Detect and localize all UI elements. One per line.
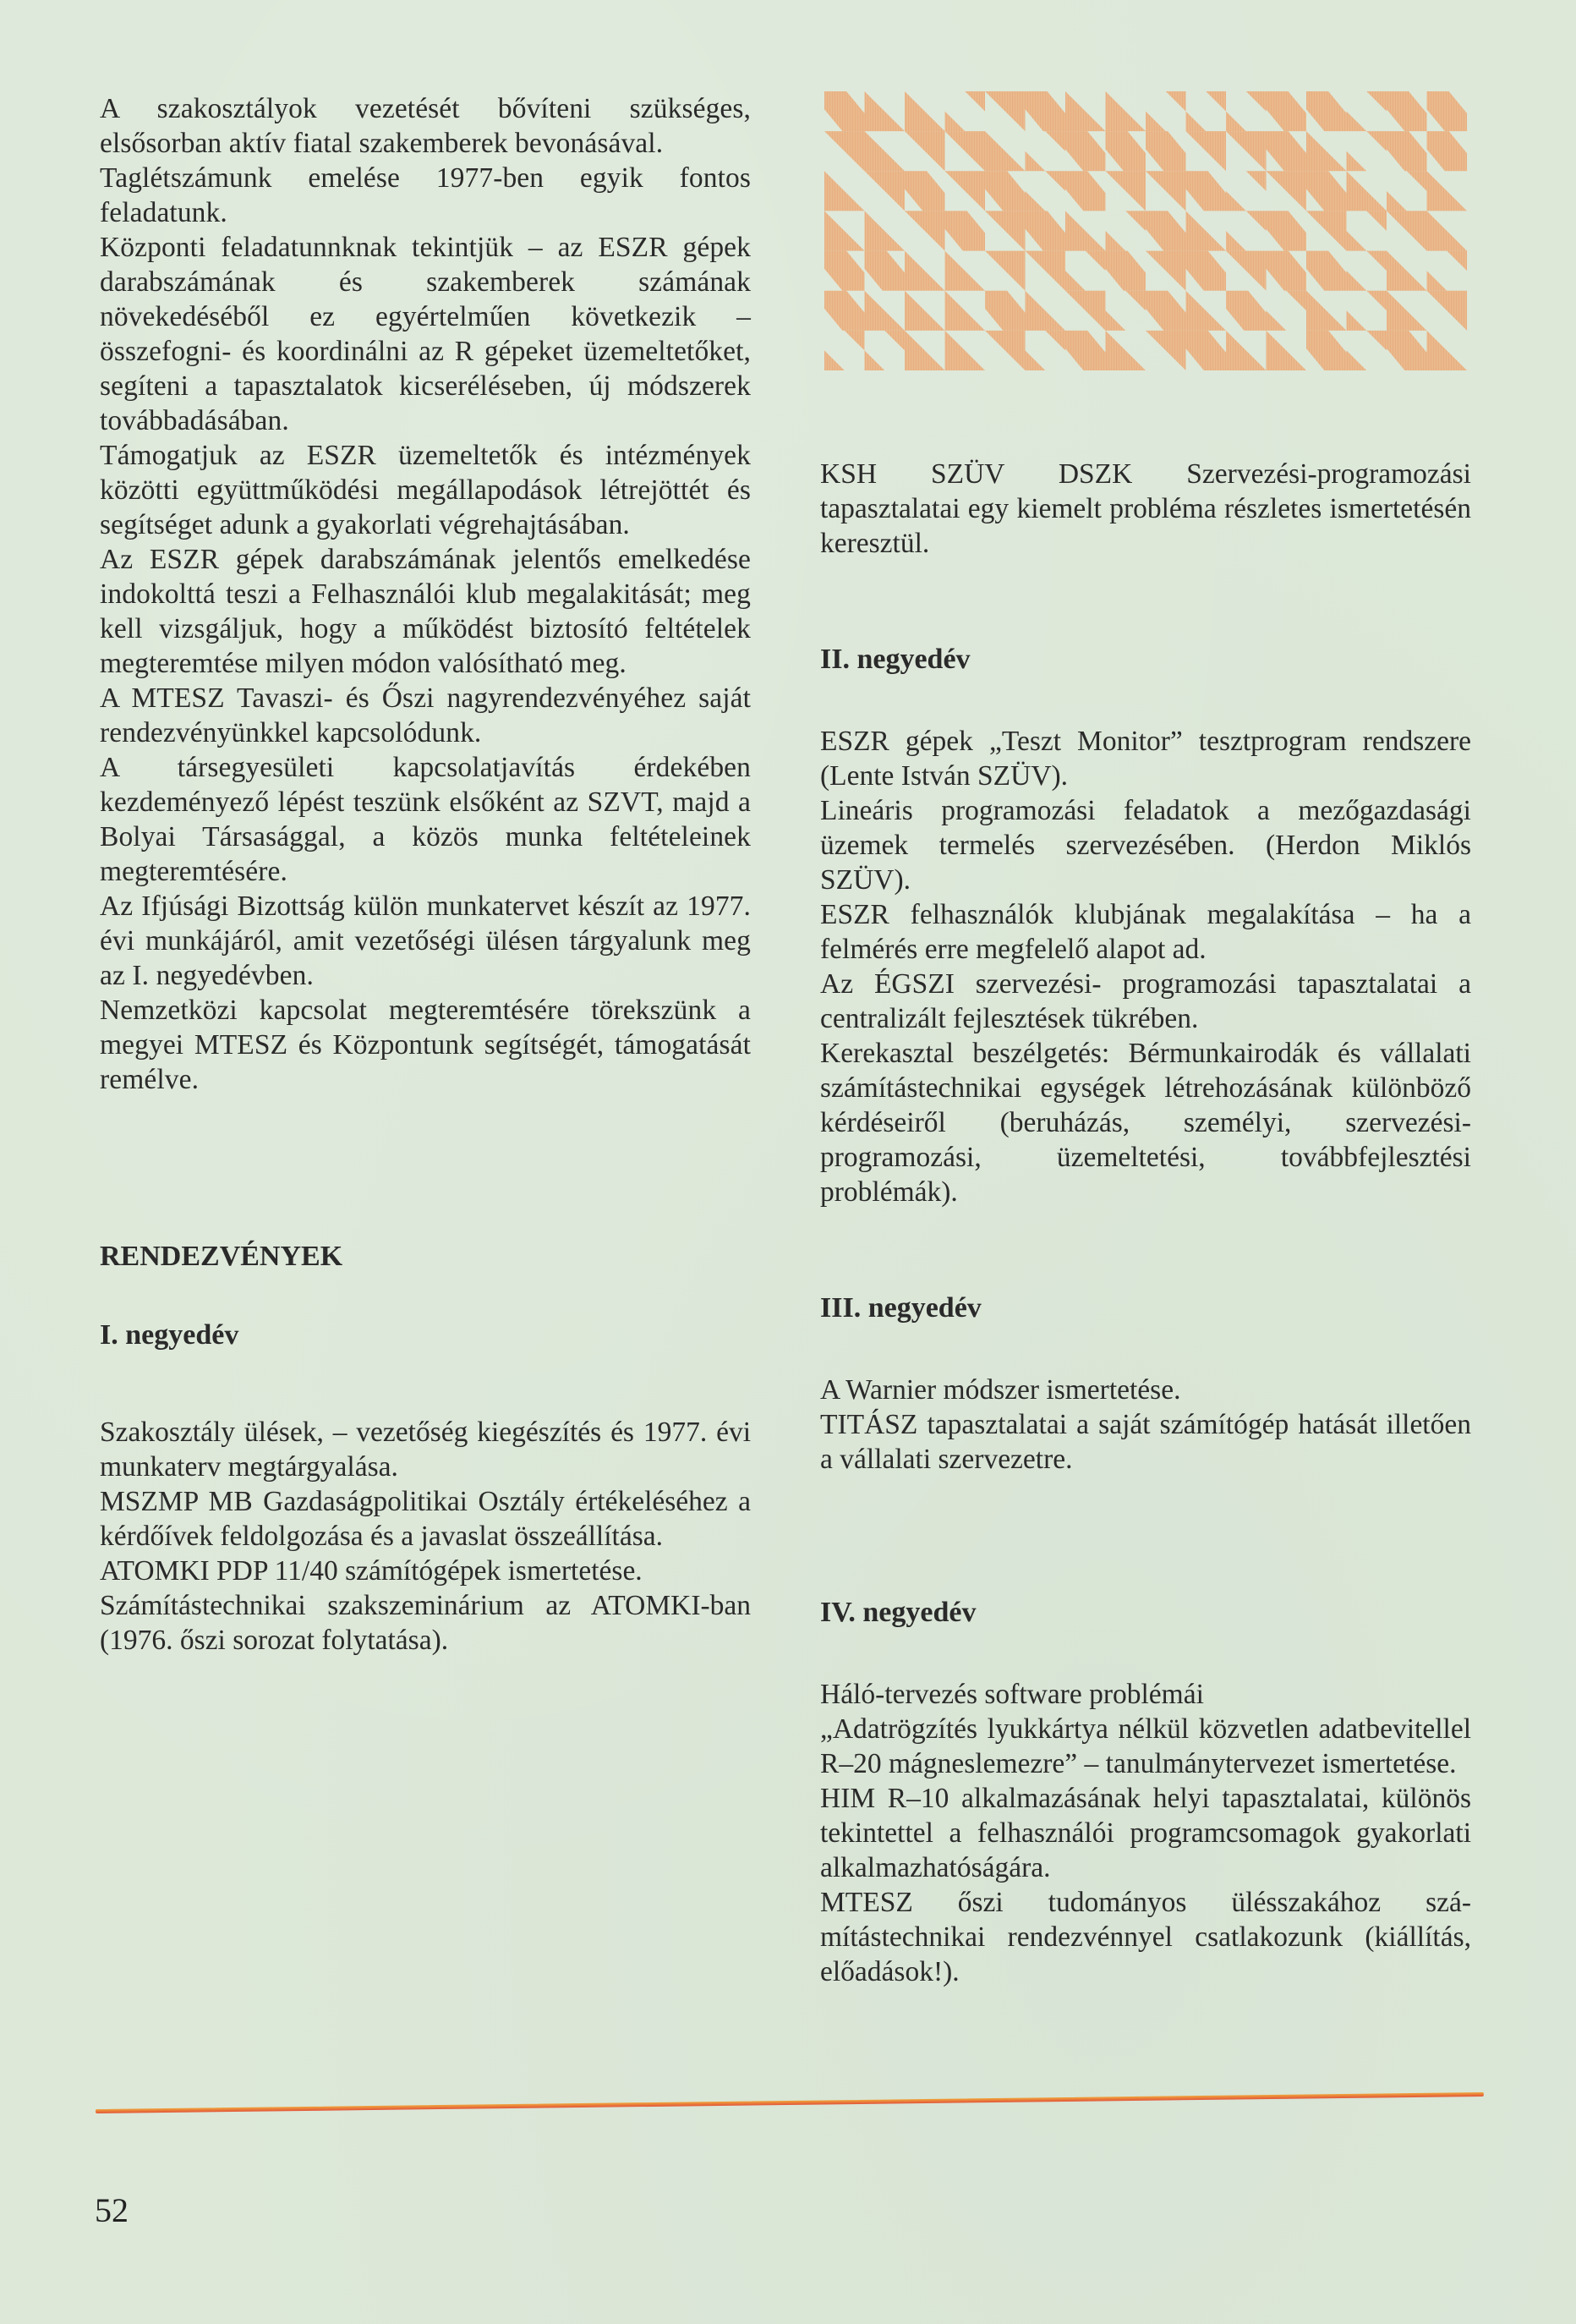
pattern-tile xyxy=(1387,291,1427,331)
pattern-tile xyxy=(985,131,1026,171)
pattern-tile xyxy=(905,171,945,211)
list-item: ESZR felhasználók klubjának megalakítása – ha a felmérés erre megfelelő alapot ad. xyxy=(820,899,1471,965)
pattern-tile xyxy=(1347,350,1367,370)
pattern-tile xyxy=(1146,171,1186,211)
pattern-tile xyxy=(1387,191,1407,211)
pattern-tile xyxy=(985,291,1026,331)
pattern-tile xyxy=(1427,211,1468,250)
pattern-tile xyxy=(1186,251,1227,291)
pattern-tile xyxy=(905,331,945,370)
pattern-tile xyxy=(1026,91,1066,131)
list-item: Lineáris programozási feladatok a mezőgazdasági üzemek termelés szervezésében. (Herdon Miklós SZÜV). xyxy=(820,795,1471,896)
pattern-tile xyxy=(1366,331,1387,351)
list-item: Az ÉGSZI szervezési- programozási tapasztalatai a centralizált fejlesztések tükrében. xyxy=(820,968,1471,1034)
pattern-tile xyxy=(1065,291,1106,331)
pattern-tile xyxy=(865,211,906,250)
pattern-tile xyxy=(1267,211,1307,250)
list-item: ATOMKI PDP 11/40 számítógépek ismertetése. xyxy=(100,1555,643,1587)
pattern-tile xyxy=(1347,171,1387,211)
pattern-tile xyxy=(945,112,966,132)
pattern-tile xyxy=(1226,112,1246,132)
pattern-tile xyxy=(1427,271,1447,291)
pattern-tile xyxy=(1065,91,1106,131)
pattern-tile xyxy=(905,251,945,291)
pattern-tile xyxy=(824,131,865,171)
pattern-tile xyxy=(1106,131,1146,171)
paragraph: Központi feladatunnknak tekintjük – az ESZR gépek darabszámának és szakemberek számának növekedéséből ez egyértelműen következik – összefogni- és koordinálni az R gépeket üzemeltetőket, segíteni a tapasztalatok kicseréléseben, új módszerek továbbadásában. xyxy=(100,232,751,436)
pattern-tile xyxy=(1306,91,1347,131)
pattern-tile xyxy=(1106,171,1146,211)
paragraph: Támogatjuk az ESZR üzemeltetők és intézmények közötti együttműködési megállapodások létrejöttét és segítséget adunk a gyakorlati végrehajtásában. xyxy=(100,440,751,540)
pattern-tile xyxy=(1267,131,1307,171)
list-item: Háló-tervezés software problémái xyxy=(820,1679,1204,1710)
pattern-tile xyxy=(1186,171,1227,211)
intro-paragraphs xyxy=(100,91,751,1097)
pattern-tile xyxy=(945,291,986,331)
pattern-tile xyxy=(824,251,865,291)
pattern-tile xyxy=(1226,331,1267,370)
pattern-tile xyxy=(1045,331,1065,351)
paragraph: A szakosztályok vezetését bővíteni szükséges, elsősorban aktív fiatal szakemberek bevonásával. xyxy=(100,93,751,159)
pattern-tile xyxy=(1026,151,1046,172)
pattern-tile xyxy=(1347,231,1367,251)
pattern-tile xyxy=(1065,211,1106,250)
pattern-tile xyxy=(1306,171,1347,211)
pattern-tile xyxy=(1146,251,1186,291)
pattern-tile xyxy=(1246,211,1267,231)
pattern-tile xyxy=(1045,131,1065,151)
section-title: RENDEZVÉNYEK xyxy=(100,1241,343,1272)
pattern-tile xyxy=(1086,251,1106,271)
pattern-tile xyxy=(1347,271,1367,291)
pattern-tile xyxy=(945,331,986,370)
list-item: MTESZ őszi tudományos ülésszakához számítástechnikai rendezvénnyel csatlakozunk (kiállítás, előadások!). xyxy=(820,1887,1471,1987)
pattern-tile xyxy=(1427,171,1468,211)
pattern-tile xyxy=(1226,291,1267,331)
list-item: Számítástechnikai szakszeminárium az ATOMKI-ban (1976. őszi sorozat folytatása). xyxy=(100,1590,751,1656)
pattern-tile xyxy=(865,91,906,131)
list-item: A Warnier módszer ismertetése. xyxy=(820,1374,1181,1406)
pattern-tile xyxy=(884,331,905,351)
pattern-tile xyxy=(945,171,986,211)
pattern-tile xyxy=(1026,191,1046,211)
list-item: HIM R–10 alkalmazásának helyi tapasztalatai, különös tekintettel a felhasználói programcsomagok gyakorlati alkalmazhatóságára. xyxy=(820,1783,1471,1883)
pattern-tile xyxy=(1186,131,1227,171)
pattern-tile xyxy=(824,291,865,331)
pattern-tile xyxy=(1045,171,1065,191)
pattern-tile xyxy=(1267,310,1287,331)
pattern-tile xyxy=(1186,291,1227,331)
pattern-tile xyxy=(1366,291,1387,311)
pattern-tile xyxy=(824,171,865,211)
pattern-tile xyxy=(1125,291,1146,311)
pattern-tile xyxy=(985,171,1026,211)
pattern-tile xyxy=(1306,131,1347,171)
quarter-1-items xyxy=(100,1415,751,1658)
pattern-tile xyxy=(1065,171,1106,211)
paragraph: Taglétszámunk emelése 1977-ben egyik fontos feladatunk. xyxy=(100,162,751,228)
pattern-tile xyxy=(1347,310,1367,331)
pattern-tile xyxy=(1286,291,1306,311)
quarter-heading-4: IV. negyedév xyxy=(820,1597,977,1628)
pattern-tile xyxy=(1026,291,1066,331)
paragraph: A MTESZ Tavaszi- és Őszi nagyrendezvényéhez saját rendezvényünkkel kapcsolódunk. xyxy=(100,682,751,748)
pattern-tile xyxy=(865,251,906,291)
list-item: ESZR gépek „Teszt Monitor” tesztprogram rendszere (Lente István SZÜV). xyxy=(820,726,1471,792)
list-item: „Adatrögzítés lyukkártya nélkül közvetlen adatbevitellel R–20 mágneslemezre” – tanulmánytervezet ismertetése. xyxy=(820,1713,1471,1779)
pattern-tile xyxy=(1407,171,1427,191)
pattern-tile xyxy=(1206,91,1226,112)
pattern-tile xyxy=(985,331,1026,370)
pattern-tile xyxy=(985,251,1026,291)
pattern-tile xyxy=(1387,211,1427,250)
pattern-tile xyxy=(1166,91,1186,112)
pattern-tile xyxy=(1146,331,1186,370)
pattern-tile xyxy=(1065,131,1106,171)
pattern-tile xyxy=(985,211,1026,250)
list-item: Kerekasztal beszélgetés: Bérmunkairodák és vállalati számítástechnikai egységek létrehozásának különböző kérdéseiről (beruházás, személyi, szervezési-programozási, üzemeltetési, továbbfejlesztési problémák). xyxy=(820,1038,1471,1208)
pattern-tile xyxy=(1447,251,1467,271)
pattern-tile xyxy=(1387,251,1427,291)
list-item: Szakosztály ülések, – vezetőség kiegészítés és 1977. évi munkaterv megtárgyalása. xyxy=(100,1417,751,1483)
pattern-tile xyxy=(1267,91,1307,131)
pattern-tile xyxy=(1267,251,1307,291)
quarter-heading-3: III. negyedév xyxy=(820,1292,982,1324)
list-item: MSZMP MB Gazdaságpolitikai Osztály értékeléséhez a kérdőívek feldolgozása és a javaslat összeállítása. xyxy=(100,1486,751,1552)
pattern-tile xyxy=(1146,291,1186,331)
page-number: 52 xyxy=(95,2191,129,2229)
pattern-tile xyxy=(1146,211,1186,250)
pattern-tile xyxy=(824,91,865,131)
pattern-tile xyxy=(1246,91,1267,112)
pattern-tile xyxy=(1106,91,1146,131)
pattern-tile xyxy=(1186,331,1227,370)
pattern-tile xyxy=(985,91,1026,131)
pattern-tile xyxy=(1125,211,1146,231)
pattern-tile xyxy=(1226,251,1267,291)
quarter-3-items xyxy=(820,1373,1471,1477)
pattern-tile xyxy=(945,251,986,291)
pattern-tile xyxy=(824,350,845,370)
pattern-tile xyxy=(1427,331,1468,370)
pattern-tile xyxy=(1026,251,1066,291)
pattern-tile xyxy=(945,211,986,250)
pattern-tile xyxy=(1427,131,1468,171)
quarter-4-items xyxy=(820,1677,1471,1989)
pattern-tile xyxy=(1246,171,1267,191)
pattern-tile xyxy=(1306,331,1347,370)
pattern-tile xyxy=(1146,131,1186,171)
right-column xyxy=(820,457,1471,1989)
pattern-tile xyxy=(824,211,865,250)
pattern-tile xyxy=(865,350,885,370)
pattern-tile xyxy=(845,331,865,351)
pattern-tile xyxy=(1366,91,1387,112)
pattern-tile xyxy=(865,131,906,171)
paragraph: Az ESZR gépek darabszámának jelentős emelkedése indokolttá teszi a Felhasználói klub megalakitását; meg kell vizsgáljuk, hogy a működést biztosító feltételek megteremtése milyen módon valósítható meg. xyxy=(100,544,751,679)
pattern-tile xyxy=(1366,131,1387,151)
decorative-pattern xyxy=(824,91,1467,370)
pattern-tile xyxy=(1347,151,1367,172)
pattern-tile xyxy=(1186,211,1227,250)
quarter-2-items xyxy=(820,724,1471,1209)
pattern-tile xyxy=(1366,251,1387,271)
quarter-heading-2: II. negyedév xyxy=(820,644,971,675)
geometric-pattern-icon xyxy=(824,91,1467,370)
pattern-tile xyxy=(905,131,945,171)
left-column xyxy=(100,91,751,1658)
pattern-tile xyxy=(1306,291,1347,331)
pattern-tile xyxy=(1267,331,1307,370)
pattern-tile xyxy=(1026,350,1046,370)
pattern-tile xyxy=(1366,211,1387,231)
pattern-tile xyxy=(1186,112,1207,132)
pattern-tile xyxy=(1427,291,1468,331)
pattern-tile xyxy=(1106,331,1146,370)
pattern-tile xyxy=(1026,211,1066,250)
pattern-tile xyxy=(1065,331,1106,370)
pattern-tile xyxy=(865,171,906,211)
pattern-tile xyxy=(1306,251,1347,291)
pattern-tile xyxy=(1226,231,1246,251)
pattern-tile xyxy=(1146,112,1166,132)
pattern-tile xyxy=(945,131,986,171)
paragraph: Az Ifjúsági Bizottság külön munkatervet készít az 1977. évi munkájáról, amit vezetőségi ülésen tárgyalunk meg az I. negyedévben. xyxy=(100,891,751,991)
quarter-heading-1: I. negyedév xyxy=(100,1319,239,1351)
paragraph: Nemzetközi kapcsolat megteremtésére törekszünk a megyei MTESZ és Központunk segítségét, támogatását remélve. xyxy=(100,995,751,1095)
pattern-tile xyxy=(1106,231,1126,251)
pattern-tile xyxy=(1306,211,1347,250)
pattern-tile xyxy=(1226,131,1267,171)
pattern-tile xyxy=(1267,171,1307,211)
pattern-tile xyxy=(905,291,945,331)
pattern-tile xyxy=(1106,310,1126,331)
pattern-tile xyxy=(905,91,945,131)
pattern-tile xyxy=(1387,331,1427,370)
pattern-tile xyxy=(865,291,906,331)
pattern-tile xyxy=(1347,112,1367,132)
pattern-tile xyxy=(1065,271,1086,291)
list-item: TITÁSZ tapasztalatai a saját számítógép hatását illetően a vállalati szervezetre. xyxy=(820,1409,1471,1475)
intro-paragraph: KSH SZÜV DSZK Szervezési-programozási tapasztalatai egy kiemelt probléma részletes ismertetésén keresztül. xyxy=(820,458,1471,559)
pattern-tile xyxy=(1106,251,1146,291)
pattern-tile xyxy=(965,91,985,112)
pattern-tile xyxy=(905,211,945,250)
pattern-tile xyxy=(1387,131,1427,171)
pattern-tile xyxy=(1387,91,1427,131)
pattern-tile xyxy=(1427,91,1468,131)
pattern-tile xyxy=(1226,191,1246,211)
paragraph: A társegyesületi kapcsolatjavítás érdekében kezdeményező lépést teszünk elsőként az SZVT, majd a Bolyai Társasággal, a közös munka feltételeinek megteremtésére. xyxy=(100,752,751,887)
